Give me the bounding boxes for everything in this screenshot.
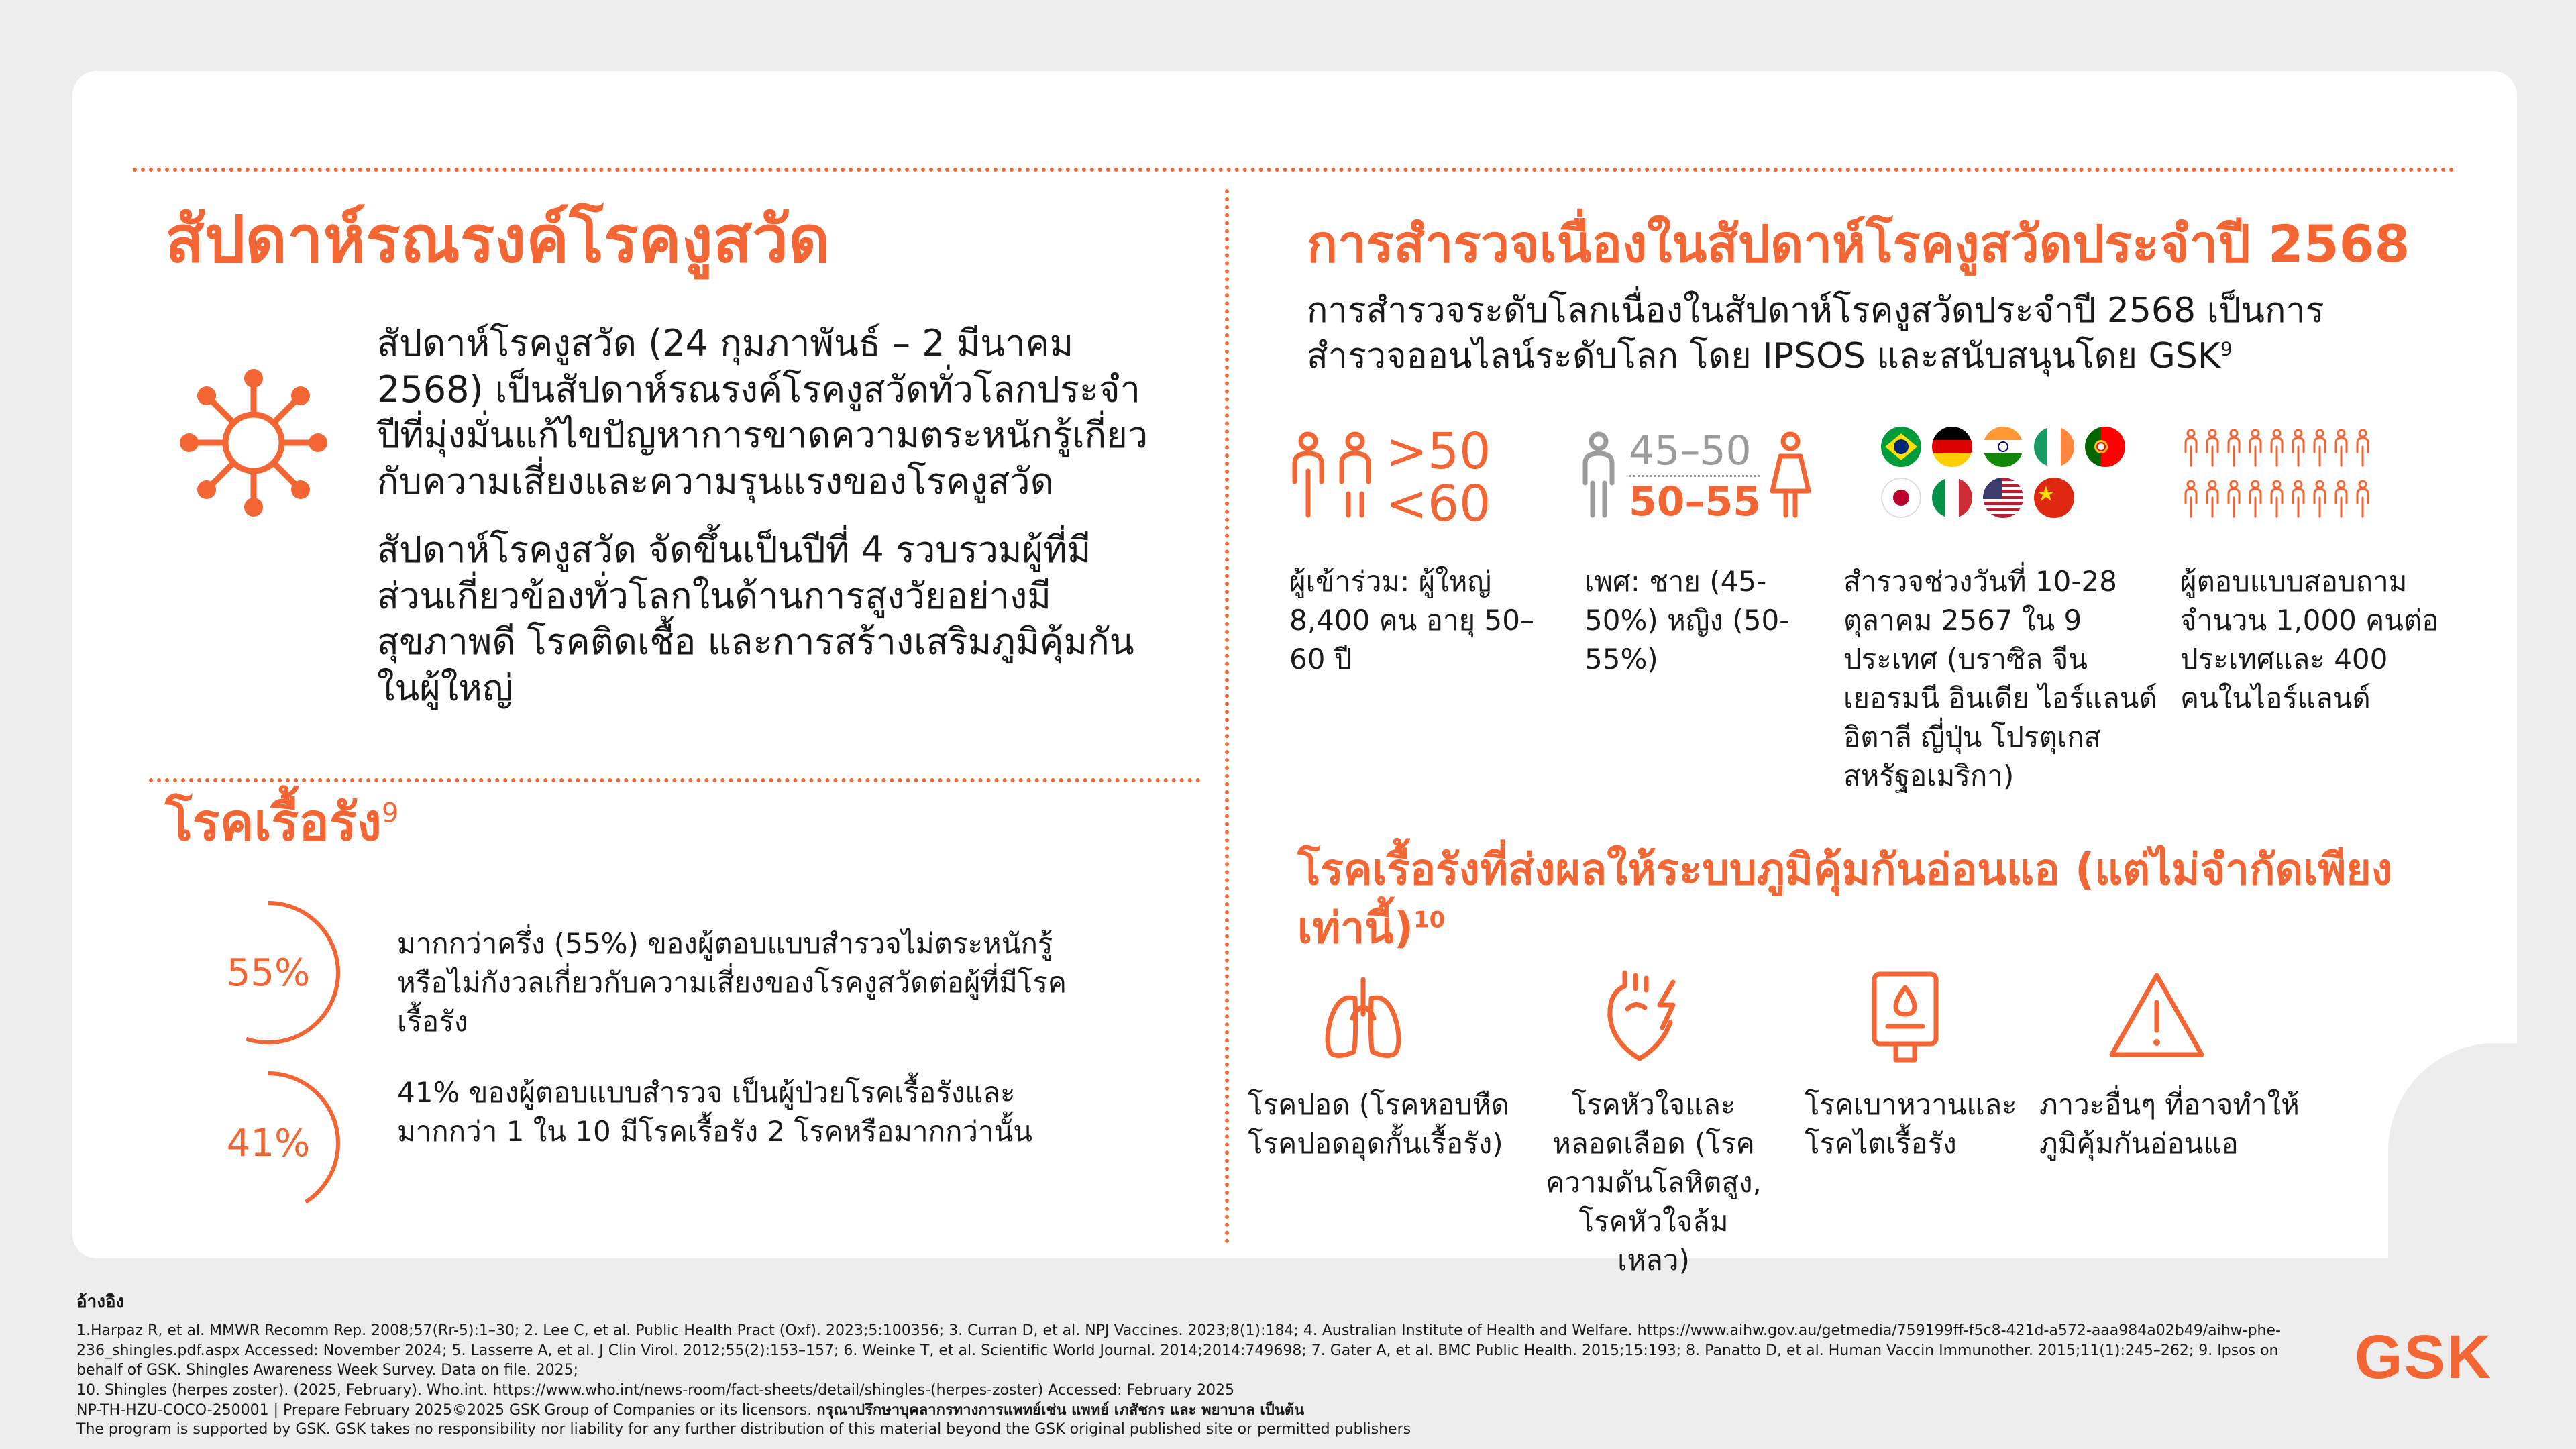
immune-title	[1297, 841, 2411, 958]
gender-divider	[1629, 475, 1760, 477]
immune-title-ref: 10	[1413, 906, 1446, 934]
footer-disclaimer: The program is supported by GSK. GSK takes no responsibility nor liability for any further distribution of this material beyond the GSK original published site or permitted publishers	[76, 1421, 1411, 1438]
condition-other: ภาวะอื่นๆ ที่อาจทำให้ภูมิคุ้มกันอ่อนแอ	[2039, 1088, 2300, 1160]
stat-55-text: มากกว่าครึ่ง (55%) ของผู้ตอบแบบสำรวจไม่ตระหนักรู้หรือไม่กังวลเกี่ยวกับความเสี่ยงของโรคงูสวัดต่อผู้ที่มีโรคเรื้อรัง	[397, 927, 1067, 1038]
lungs-icon	[1316, 971, 1410, 1068]
intro-text	[377, 321, 1155, 735]
top-divider	[133, 168, 2455, 172]
survey-subtitle-text: การสำรวจระดับโลกเนื่องในสัปดาห์โรคงูสวัดประจำปี 2568 เป็นการสำรวจออนไลน์ระดับโลก โดย IPSOS และสนับสนุนโดย GSK	[1307, 290, 2324, 376]
flag-portugal-icon	[2085, 427, 2125, 467]
flag-usa-icon	[1983, 478, 2023, 518]
flag-china-icon	[2034, 478, 2074, 518]
female-icon	[1767, 429, 1814, 526]
condition-heart: โรคหัวใจและหลอดเลือด (โรคความดันโลหิตสูง, โรคหัวใจล้มเหลว)	[1546, 1088, 1762, 1277]
left-mid-divider	[149, 778, 1201, 782]
respondents-text: ผู้ตอบแบบสอบถามจำนวน 1,000 คนต่อประเทศและ 400 คนในไอร์แลนด์	[2180, 565, 2439, 714]
male-icon	[1575, 429, 1622, 526]
stat-41-ring	[196, 1071, 341, 1216]
footer-warning: กรุณาปรึกษาบุคลากรทางการแพทย์เช่น แพทย์ เภสัชกร และ พยาบาล เป็นต้น	[816, 1402, 1305, 1419]
condition-lungs	[1248, 1085, 1516, 1163]
intro-paragraph-2: สัปดาห์โรคงูสวัด จัดขึ้นเป็นปีที่ 4 รวบรวมผู้ที่มีส่วนเกี่ยวข้องทั่วโลกในด้านการสูงวัยอย่างมีสุขภาพดี โรคติดเชื้อ และการสร้างเสริมภูมิคุ้มกันในผู้ใหญ่	[377, 529, 1134, 710]
respondents-icon	[2184, 429, 2385, 526]
heart-icon	[1598, 966, 1692, 1069]
flag-brazil-icon	[1881, 427, 1921, 467]
participants-text: ผู้เข้าร่วม: ผู้ใหญ่ 8,400 คน อายุ 50–60 ปี	[1289, 565, 1534, 676]
age-min: >50	[1386, 423, 1491, 480]
footer-code	[76, 1401, 1304, 1421]
countries-text: สำรวจช่วงวันที่ 10-28 ตุลาคม 2567 ใน 9 ประเทศ (บราซิล จีน เยอรมนี อินเดีย ไอร์แลนด์ อิตาลี ญี่ปุ่น โปรตุเกส สหรัฐอเมริกา)	[1843, 565, 2157, 792]
virus-icon	[173, 362, 334, 526]
glucose-meter-icon	[1865, 970, 1945, 1067]
stat-55-ring	[196, 900, 341, 1045]
stat-41-value: 41%	[226, 1121, 311, 1165]
condition-lungs-line2: โรคปอดอุดกั้นเรื้อรัง)	[1248, 1126, 1503, 1160]
references-text-1: 1.Harpaz R, et al. MMWR Recomm Rep. 2008;57(Rr-5):1–30; 2. Lee C, et al. Public Health Pract (Oxf). 2023;5:100356; 3. Curran D, et al. NPJ Vaccines. 2023;8(1):184; 4. Australian Institute of Health and Welfare. https://www.aihw.gov.au/getmedia/759199ff-f5c8-421d-a572-aaa984a02b49/aihw-phe-236_shingles.pdf.aspx Accessed: November 2024; 5. Lasserre A, et al. J Clin Virol. 2012;55(2):153–157; 6. Weinke T, et al. Scientific World Journal. 2014;2014:749698; 7. Gater A, et al. BMC Public Health. 2015;15:193; 8. Panatto D, et al. Human Vaccin Immunother. 2015;11(1):245–262; 9. Ipsos on behalf of GSK. Shingles Awareness Week Survey. Data on file. 2025;	[76, 1322, 2281, 1379]
intro-paragraph-1: สัปดาห์โรคงูสวัด (24 กุมภาพันธ์ – 2 มีนาคม 2568) เป็นสัปดาห์รณรงค์โรคงูสวัดทั่วโลกประจำปีที่มุ่งมั่นแก้ไขปัญหาการขาดความตระหนักรู้เกี่ยวกับความเสี่ยงและความรุนแรงของโรคงูสวัด	[377, 322, 1148, 502]
age-max: <60	[1386, 475, 1491, 533]
stat-55-value: 55%	[226, 951, 311, 995]
survey-title: การสำรวจเนื่องในสัปดาห์โรคงูสวัดประจำปี 2568	[1307, 214, 2410, 274]
references	[76, 1291, 2317, 1401]
references-heading: อ้างอิง	[76, 1292, 125, 1312]
survey-subtitle	[1307, 288, 2407, 379]
page-title: สัปดาห์รณรงค์โรคงูสวัด	[165, 202, 830, 277]
chronic-title	[165, 790, 398, 854]
gsk-logo	[2355, 1327, 2516, 1390]
chronic-title-text: โรคเรื้อรัง	[165, 792, 382, 852]
male-range: 45–50	[1629, 427, 1752, 474]
flag-germany-icon	[1932, 427, 1972, 467]
stat-41-text: 41% ของผู้ตอบแบบสำรวจ เป็นผู้ป่วยโรคเรื้อรังและมากกว่า 1 ใน 10 มีโรคเรื้อรัง 2 โรคหรือมากกว่านั้น	[397, 1076, 1033, 1148]
condition-diabetes: โรคเบาหวานและโรคไตเรื้อรัง	[1805, 1088, 2017, 1160]
flag-india-icon	[1983, 427, 2023, 467]
female-range: 50–55	[1629, 478, 1761, 525]
gender-text: เพศ: ชาย (45-50%) หญิง (50-55%)	[1585, 565, 1790, 676]
adults-icon	[1285, 429, 1379, 526]
footer-code-text: NP-TH-HZU-COCO-250001 | Prepare February 2025©2025 GSK Group of Companies or its licensors.	[76, 1402, 812, 1419]
center-divider	[1225, 189, 1229, 1244]
condition-lungs-line1: โรคปอด (โรคหอบหืด	[1248, 1088, 1509, 1121]
immune-title-text: โรคเรื้อรังที่ส่งผลให้ระบบภูมิคุ้มกันอ่อนแอ (แต่ไม่จำกัดเพียงเท่านี้)	[1297, 845, 2392, 954]
gsk-logo-text: GSK	[2355, 1327, 2493, 1387]
flag-italy-icon	[1932, 478, 1972, 518]
references-text-2: 10. Shingles (herpes zoster). (2025, February). Who.int. https://www.who.int/news-room/fact-sheets/detail/shingles-(herpes-zoster) Accessed: February 2025	[76, 1382, 1234, 1399]
warning-icon	[2106, 969, 2207, 1065]
survey-subtitle-ref: 9	[2220, 337, 2233, 360]
flag-japan-icon	[1881, 478, 1921, 518]
flag-ireland-icon	[2034, 427, 2074, 467]
chronic-title-ref: 9	[381, 798, 399, 829]
